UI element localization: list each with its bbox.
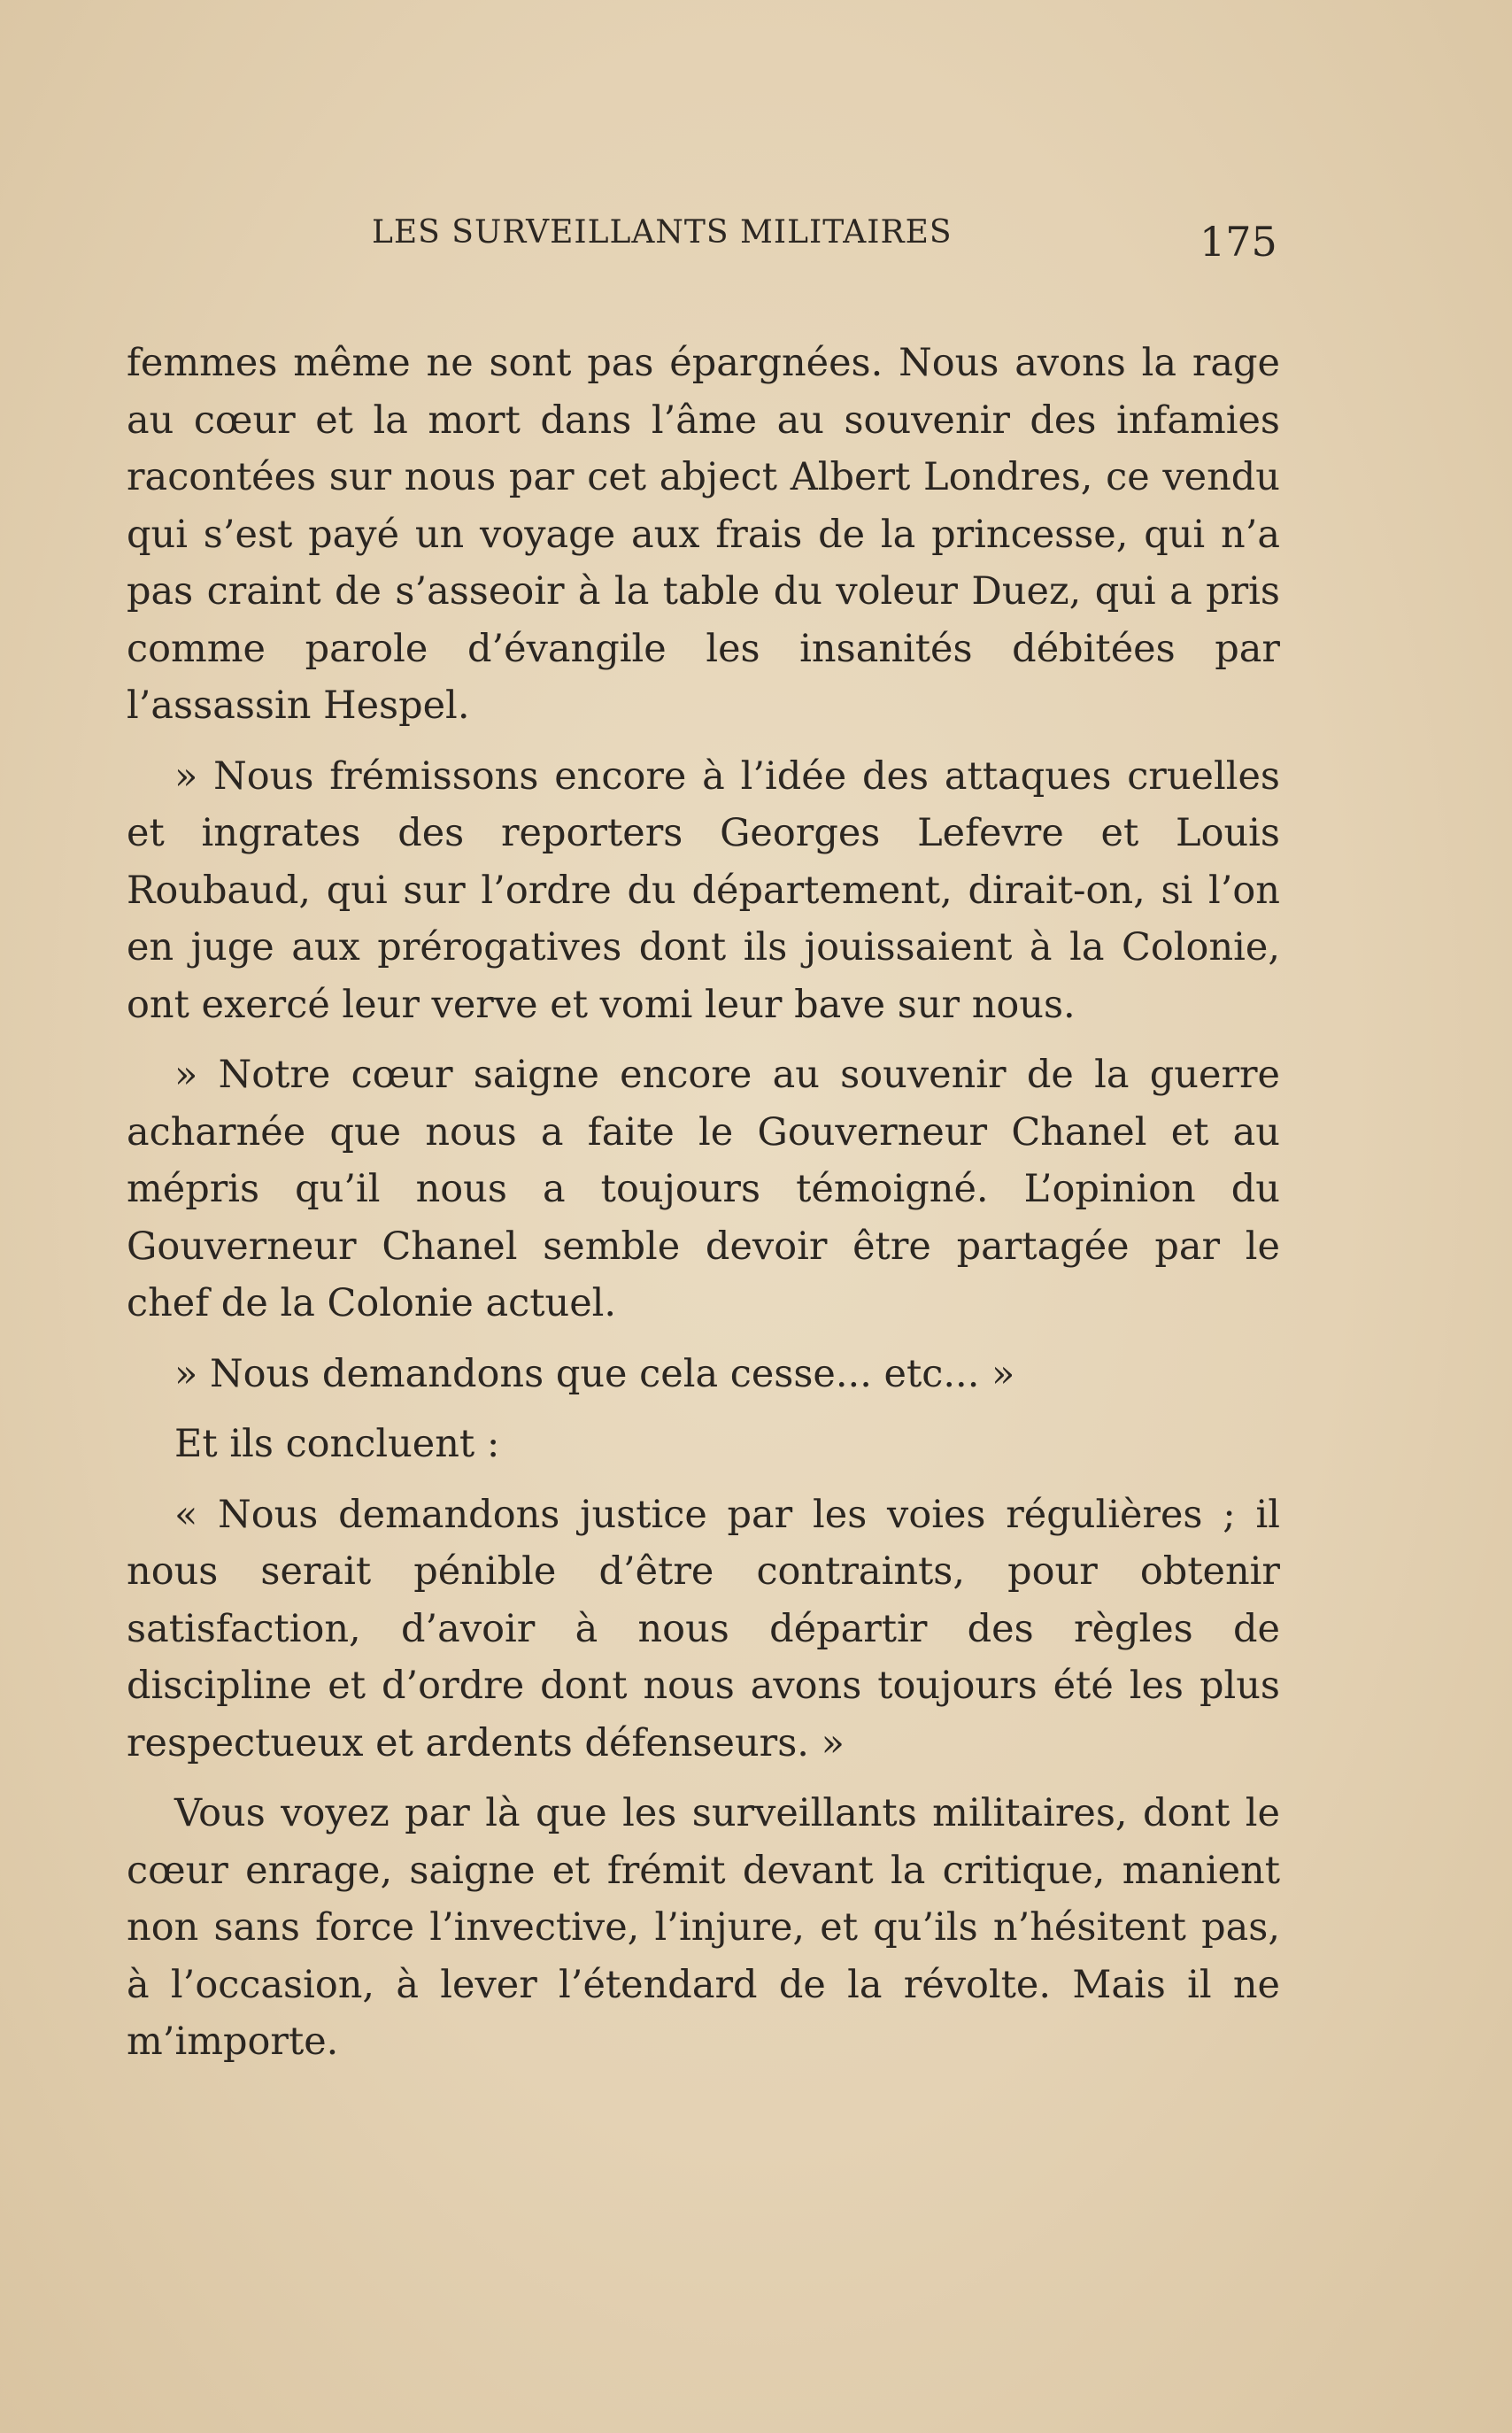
paragraph: « Nous demandons justice par les voies régulières ; il nous serait pénible d’être contraints, pour obtenir satisfaction, d’avoir à nous départir des règles de discipline et d’ordre dont nous avons toujours été les plus respectueux et ardents défenseurs. » [127, 1492, 1280, 1765]
body-text [127, 335, 1280, 2084]
page-number: 175 [1200, 218, 1277, 266]
paragraph: Vous voyez par là que les surveillants militaires, dont le cœur enrage, saigne et frémit devant la critique, manient non sans force l’invective, l’injure, et qu’ils n’hésitent pas, à l’occasion, à lever l’étendard de la révolte. Mais il ne m’importe. [127, 1791, 1280, 2064]
paragraph: » Nous demandons que cela cesse... etc... » [174, 1351, 1015, 1396]
paragraph: » Notre cœur saigne encore au souvenir de la guerre acharnée que nous a faite le Gouverneur Chanel et au mépris qu’il nous a toujours témoigné. L’opinion du Gouverneur Chanel semble devoir être partagée par le chef de la Colonie actuel. [127, 1053, 1280, 1325]
paragraph: Et ils concluent : [174, 1422, 500, 1466]
running-title: LES SURVEILLANTS MILITAIRES [372, 214, 953, 251]
paragraph: femmes même ne sont pas épargnées. Nous avons la rage au cœur et la mort dans l’âme au souvenir des infamies racontées sur nous par cet abject Albert Londres, ce vendu qui s’est payé un voyage aux frais de la princesse, qui n’a pas craint de s’asseoir à la table du voleur Duez, qui a pris comme parole d’évangile les insanités débitées par l’assassin Hespel. [127, 341, 1280, 728]
paragraph: » Nous frémissons encore à l’idée des attaques cruelles et ingrates des reporters Georges Lefevre et Louis Roubaud, qui sur l’ordre du département, dirait-on, si l’on en juge aux prérogatives dont ils jouissaient à la Colonie, ont exercé leur verve et vomi leur bave sur nous. [127, 753, 1280, 1027]
